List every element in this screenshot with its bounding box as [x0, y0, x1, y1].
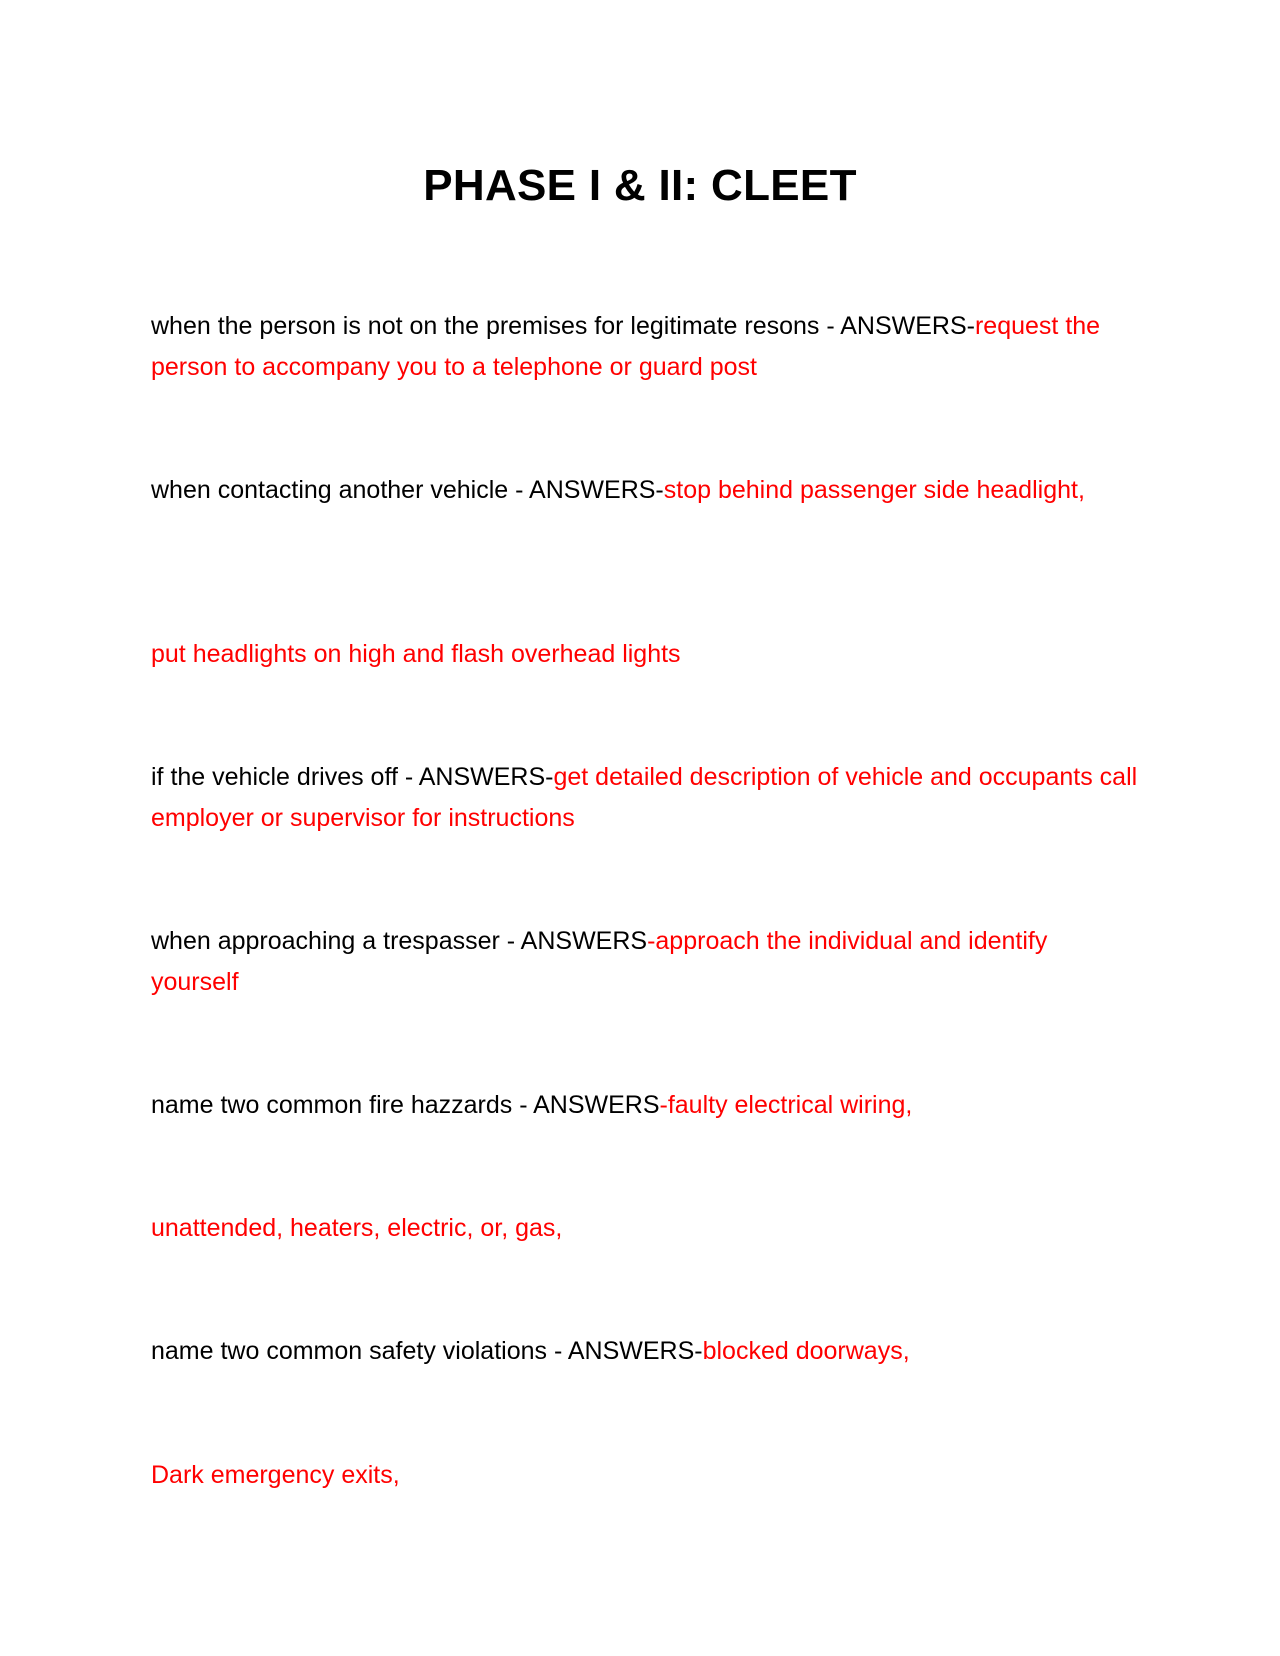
answer-text: -faulty electrical wiring, — [659, 1091, 913, 1119]
question-text: name two common fire hazzards - ANSWERS — [151, 1091, 660, 1119]
answer-text: request the person to accompany you to a telephone or guard post — [151, 312, 1101, 381]
answer-text: blocked doorways, — [702, 1337, 910, 1365]
qa-entry-fire-hazards — [151, 1085, 1141, 1126]
qa-entry-trespasser — [151, 921, 1141, 1003]
answer-text: unattended, heaters, electric, or, gas, — [151, 1214, 563, 1242]
question-text: name two common safety violations - ANSWERS- — [151, 1337, 703, 1365]
answer-text: get detailed description of vehicle and occupants call employer or supervisor for instructions — [151, 763, 1138, 832]
qa-entry-vehicle-drives-off — [151, 757, 1141, 839]
page-title: PHASE I & II: CLEET — [423, 161, 857, 210]
answer-text: -approach the individual and identify yourself — [151, 927, 1048, 996]
answer-text: Dark emergency exits, — [151, 1461, 400, 1489]
qa-entry-safety-violations — [151, 1331, 1141, 1372]
answer-text: stop behind passenger side headlight, — [663, 476, 1085, 504]
question-text: if the vehicle drives off - ANSWERS- — [151, 763, 554, 791]
question-text: when the person is not on the premises for legitimate resons - ANSWERS- — [151, 312, 975, 340]
question-text: when approaching a trespasser - ANSWERS — [151, 927, 648, 955]
answer-continuation-heaters — [151, 1208, 1141, 1249]
answer-continuation-exits — [151, 1455, 1141, 1496]
qa-entry-contacting-vehicle — [151, 470, 1141, 511]
question-text: when contacting another vehicle - ANSWERS- — [151, 476, 664, 504]
qa-entry-premises — [151, 306, 1141, 388]
answer-text: put headlights on high and flash overhead lights — [151, 640, 681, 668]
answer-continuation-headlights — [151, 634, 1141, 675]
